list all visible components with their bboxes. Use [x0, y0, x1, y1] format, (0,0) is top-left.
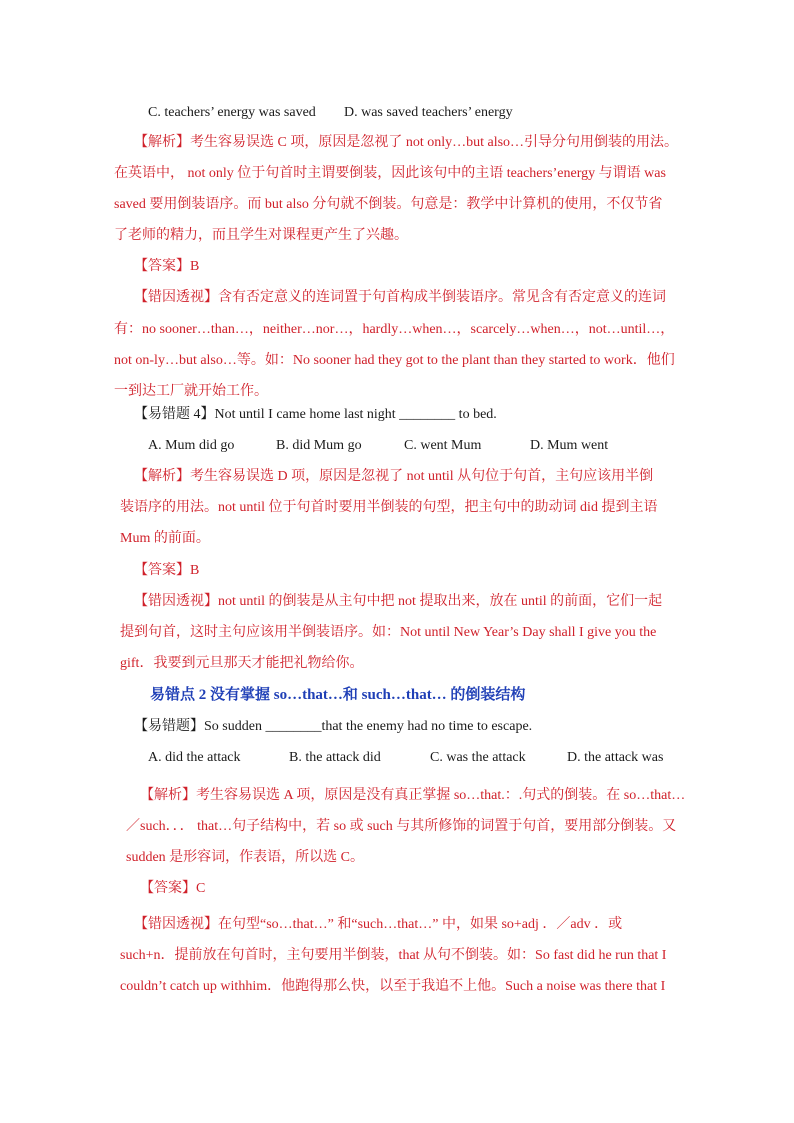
cause-line: such+n．提前放在句首时，主句要用半倒装，that 从句不倒装。如：So fast did he run that I: [120, 948, 667, 963]
explanation-line: Mum 的前面。: [120, 531, 210, 546]
option-a: A. did the attack: [148, 750, 241, 765]
question-stem: 【易错题 4】Not until I came home last night ________ to bed.: [134, 407, 497, 422]
answer: 【答案】B: [134, 563, 200, 578]
explanation-line: 在英语中， not only 位于句首时主谓要倒装，因此该句中的主语 teachers’energy 与谓语 was: [114, 166, 666, 181]
option-d: D. was saved teachers’ energy: [344, 105, 513, 120]
option-a: A. Mum did go: [148, 438, 235, 453]
explanation-line: 【解析】考生容易误选 A 项，原因是没有真正掌握 so…that.：.句式的倒装。在 so…that…: [140, 788, 686, 803]
option-c: C. teachers’ energy was saved: [148, 105, 316, 120]
cause-line: couldn’t catch up withhim．他跑得那么快，以至于我追不上他。Such a noise was there that I: [120, 979, 666, 994]
question-stem: 【易错题】So sudden ________that the enemy had no time to escape.: [134, 719, 533, 734]
section-heading: 易错点 2 没有掌握 so…that…和 such…that… 的倒装结构: [150, 687, 526, 703]
cause-line: gift．我要到元旦那天才能把礼物给你。: [120, 656, 364, 671]
cause-line: 【错因透视】含有否定意义的连词置于句首构成半倒装语序。常见含有否定意义的连词: [134, 290, 666, 305]
option-b: B. did Mum go: [276, 438, 362, 453]
option-d: D. the attack was: [567, 750, 664, 765]
option-b: B. the attack did: [289, 750, 381, 765]
explanation-line: ／such．．． that…句子结构中，若 so 或 such 与其所修饰的词置于句首，要用部分倒装。又: [126, 819, 677, 834]
answer: 【答案】C: [140, 881, 206, 896]
cause-line: not on-ly…but also…等。如：No sooner had they got to the plant than they started to work．他们: [114, 353, 675, 368]
cause-line: 【错因透视】not until 的倒装是从主句中把 not 提取出来，放在 until 的前面，它们一起: [134, 594, 663, 609]
explanation-line: 装语序的用法。not until 位于句首时要用半倒装的句型，把主句中的助动词 did 提到主语: [120, 500, 658, 515]
cause-line: 【错因透视】在句型“so…that…” 和“such…that…” 中，如果 so+adj ．／adv ．或: [134, 917, 623, 932]
explanation-line: 【解析】考生容易误选 C 项，原因是忽视了 not only…but also…引导分句用倒装的用法。: [134, 135, 679, 150]
cause-line: 一到达工厂就开始工作。: [114, 384, 268, 399]
option-c: C. was the attack: [430, 750, 526, 765]
explanation-line: 【解析】考生容易误选 D 项，原因是忽视了 not until 从句位于句首，主句应该用半倒: [134, 469, 654, 484]
cause-line: 有：no sooner…than…，neither…nor…，hardly…when…，scarcely…when…，not…until…，: [114, 322, 675, 337]
explanation-line: 了老师的精力，而且学生对课程更产生了兴趣。: [114, 228, 408, 243]
explanation-line: saved 要用倒装语序。而 but also 分句就不倒装。句意是：教学中计算机的使用，不仅节省: [114, 197, 663, 212]
explanation-line: sudden 是形容词，作表语，所以选 C。: [126, 850, 364, 865]
cause-line: 提到句首，这时主句应该用半倒装语序。如：Not until New Year’s Day shall I give you the: [120, 625, 657, 640]
option-d: D. Mum went: [530, 438, 609, 453]
option-c: C. went Mum: [404, 438, 482, 453]
answer: 【答案】B: [134, 259, 200, 274]
